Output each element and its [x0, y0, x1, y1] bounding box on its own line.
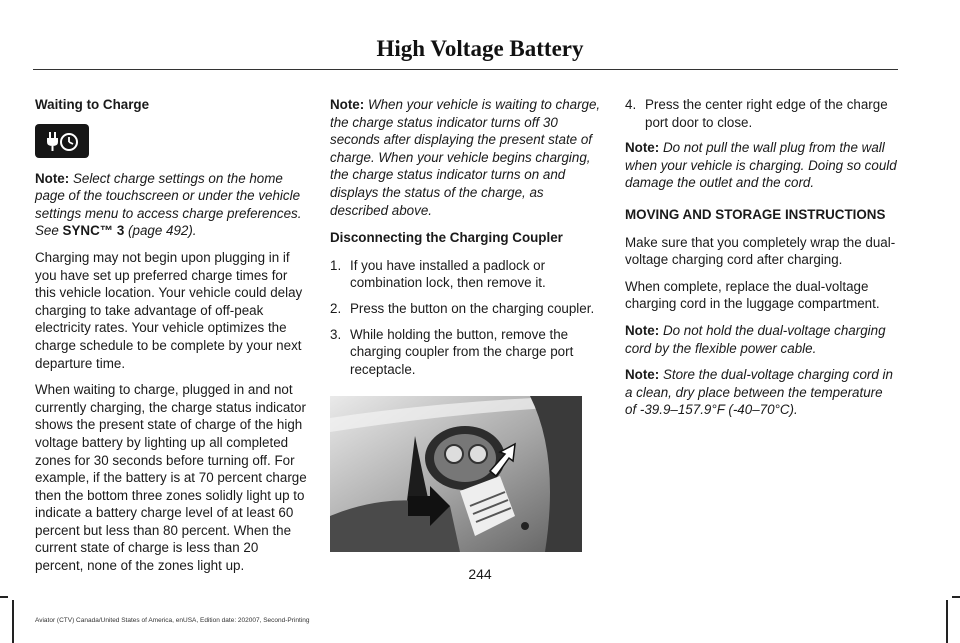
paragraph-charge-status: When waiting to charge, plugged in and not currently charging, the charge status indicator shows the present state of charge of the high voltage battery by lighting up all completed zones for 30 seconds before turning off. For example, if the battery is at 70 percent charge then the bottom three zones solidly light up to indicate a battery charge level of at least 60 percent but less than 80 percent. When the current state of charge is less than 20 percent, none of the zones light up. [35, 382, 307, 574]
steps-list-continued [625, 96, 897, 131]
list-item: 1. If you have installed a padlock or combination lock, then remove it. [330, 257, 546, 291]
page-title: High Voltage Battery [376, 36, 584, 61]
section-heading-moving-storage: MOVING AND STORAGE INSTRUCTIONS [625, 206, 886, 222]
section-heading-disconnecting: Disconnecting the Charging Coupler [330, 230, 563, 246]
steps-list [330, 257, 602, 379]
crop-mark-bottom-left-vertical [12, 600, 14, 643]
list-item: 2. Press the button on the charging coupler. [330, 300, 595, 316]
title-divider [33, 69, 898, 70]
column-right [625, 96, 897, 428]
note-flexible-cable: Note: Do not hold the dual-voltage charging cord by the flexible power cable. [625, 322, 886, 356]
column-left [35, 96, 307, 584]
sync-link[interactable]: SYNC™ 3 [62, 223, 125, 239]
column-middle [330, 96, 602, 552]
charge-schedule-icon [35, 124, 89, 158]
crop-mark-bottom-left [0, 596, 8, 598]
charge-port-illustration [330, 396, 582, 552]
footer-edition: Aviator (CTV) Canada/United States of America, enUSA, Edition date: 202007, Second-Printing [35, 617, 310, 624]
crop-mark-bottom-right-vertical [946, 600, 948, 643]
paragraph-charging-delay: Charging may not begin upon plugging in if you have set up preferred charge times for this vehicle location. Your vehicle could delay charging to take advantage of off-peak electricity rates. Your vehicle optimizes the charge schedule to be complete by your next departure time. [35, 249, 303, 371]
note-wall-plug: Note: Do not pull the wall plug from the wall when your vehicle is charging. Doing so could damage the outlet and the cord. [625, 140, 897, 191]
paragraph-replace-cord: When complete, replace the dual-voltage charging cord in the luggage compartment. [625, 278, 880, 312]
list-item: 3. While holding the button, remove the charging coupler from the charge port receptacle. [330, 326, 574, 377]
note-charge-settings: Note: Select charge settings on the home page of the touchscreen or under the vehicle settings menu to access charge preferences. See SYNC™ 3 (page 492). [35, 170, 302, 239]
list-item: 4. Press the center right edge of the charge port door to close. [625, 97, 888, 130]
paragraph-wrap-cord: Make sure that you completely wrap the dual-voltage charging cord after charging. [625, 234, 896, 268]
crop-mark-bottom-right [952, 596, 960, 598]
note-storage-temperature: Note: Store the dual-voltage charging cord in a clean, dry place between the temperature of -39.9–157.9°F (-40–70°C). [625, 367, 893, 418]
section-heading-waiting-to-charge: Waiting to Charge [35, 97, 150, 112]
page-number: 244 [468, 566, 492, 582]
note-waiting-charge: Note: When your vehicle is waiting to charge, the charge status indicator turns off 30 seconds after displaying the present state of charge. When your vehicle begins charging, the charge status indicator turns on and displays the status of the charge, as described above. [330, 97, 601, 218]
